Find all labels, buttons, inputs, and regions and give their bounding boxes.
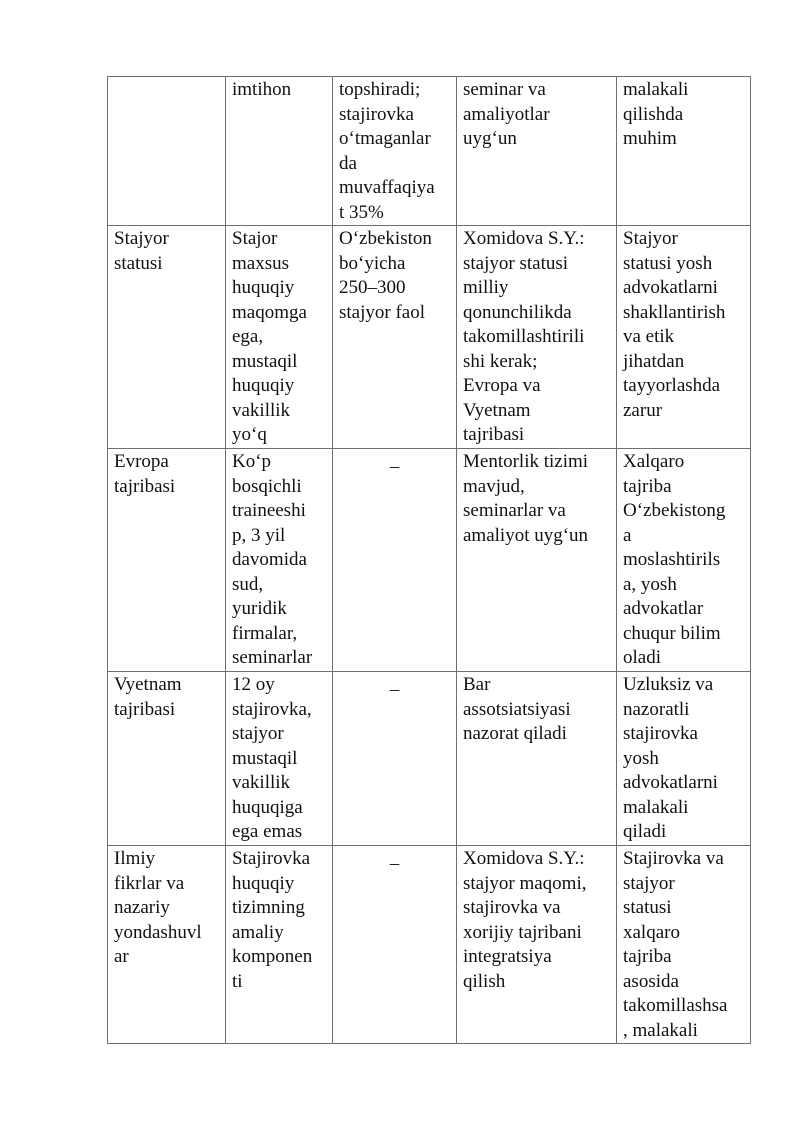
table-cell: Xomidova S.Y.: stajyor maqomi, stajirovka va xorijiy tajribani integratsiya qilish	[457, 846, 617, 1044]
table-row	[108, 449, 751, 672]
table-cell: imtihon	[226, 77, 333, 226]
table-row	[108, 672, 751, 846]
row-header-cell: Stajyor statusi	[108, 226, 226, 449]
table-cell: Stajirovka va stajyor statusi xalqaro tajriba asosida takomillashsa , malakali	[617, 846, 751, 1044]
row-header-cell: Evropa tajribasi	[108, 449, 226, 672]
table-cell: seminar va amaliyotlar uyg‘un	[457, 77, 617, 226]
table-cell: O‘zbekiston bo‘yicha 250–300 stajyor faol	[333, 226, 457, 449]
table-cell: Stajor maxsus huquqiy maqomga ega, mustaqil huquqiy vakillik yo‘q	[226, 226, 333, 449]
table-cell: Xomidova S.Y.: stajyor statusi milliy qonunchilikda takomillashtirili shi kerak; Evropa va Vyetnam tajribasi	[457, 226, 617, 449]
table-cell: Uzluksiz va nazoratli stajirovka yosh advokatlarni malakali qiladi	[617, 672, 751, 846]
table-cell: –	[333, 449, 457, 672]
table-cell: topshiradi; stajirovka o‘tmaganlar da muvaffaqiya t 35%	[333, 77, 457, 226]
table-row	[108, 846, 751, 1044]
table-row	[108, 226, 751, 449]
row-header-cell: Vyetnam tajribasi	[108, 672, 226, 846]
table-cell: Ko‘p bosqichli traineeshi p, 3 yil davomida sud, yuridik firmalar, seminarlar	[226, 449, 333, 672]
table-cell: –	[333, 846, 457, 1044]
table-cell: Stajirovka huquqiy tizimning amaliy komponen ti	[226, 846, 333, 1044]
table-cell: Mentorlik tizimi mavjud, seminarlar va amaliyot uyg‘un	[457, 449, 617, 672]
table-cell	[108, 77, 226, 226]
row-header-cell: Ilmiy fikrlar va nazariy yondashuvl ar	[108, 846, 226, 1044]
table-cell: malakali qilishda muhim	[617, 77, 751, 226]
table-cell: 12 oy stajirovka, stajyor mustaqil vakillik huquqiga ega emas	[226, 672, 333, 846]
table-cell: Stajyor statusi yosh advokatlarni shakllantirish va etik jihatdan tayyorlashda zarur	[617, 226, 751, 449]
table-cell: Xalqaro tajriba O‘zbekistong a moslashtirils a, yosh advokatlar chuqur bilim oladi	[617, 449, 751, 672]
table-cell: –	[333, 672, 457, 846]
table-row	[108, 77, 751, 226]
table-cell: Bar assotsiatsiyasi nazorat qiladi	[457, 672, 617, 846]
comparison-table	[107, 76, 751, 1044]
